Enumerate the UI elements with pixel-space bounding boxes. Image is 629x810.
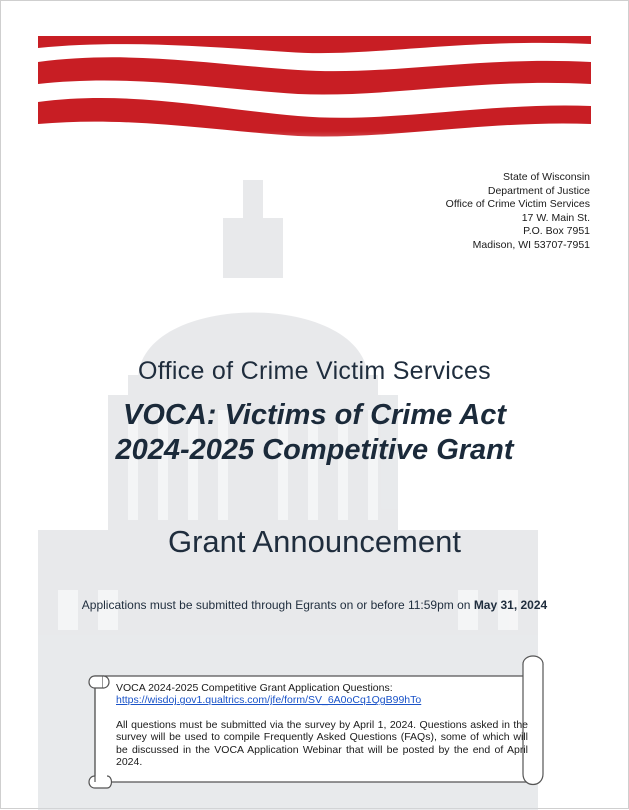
agency-address (446, 171, 590, 253)
grant-title-line-1: VOCA: Victims of Crime Act (123, 399, 506, 431)
address-line: State of Wisconsin (503, 171, 590, 183)
address-line: Department of Justice (487, 184, 590, 197)
questions-heading: VOCA 2024-2025 Competitive Grant Application Questions: (116, 682, 393, 694)
deadline-text: Applications must be submitted through Egrants on or before 11:59pm on (81, 598, 471, 612)
address-line: Madison, WI 53707-7951 (472, 238, 590, 251)
survey-link[interactable]: https://wisdoj.gov1.qualtrics.com/jfe/form/SV_6A0oCq1QgB99hTo (116, 694, 422, 707)
address-line: Office of Crime Victim Services (445, 198, 590, 211)
office-title: Office of Crime Victim Services (138, 357, 491, 385)
questions-box (116, 682, 528, 768)
grant-title-line-2: 2024-2025 Competitive Grant (115, 434, 514, 466)
address-line: P.O. Box 7951 (523, 225, 590, 238)
address-line: 17 W. Main St. (521, 211, 590, 224)
grant-title (0, 398, 629, 468)
flag-banner (38, 36, 591, 166)
deadline-notice (0, 598, 629, 612)
questions-body: All questions must be submitted via the survey by April 1, 2024. Questions asked in the survey will be used to compile Frequently Asked Questions (FAQs), some of which will be discussed in the VOCA Application Webinar that will be posted by the end of April 2024. (116, 718, 528, 769)
announcement-heading: Grant Announcement (168, 524, 461, 559)
deadline-date: May 31, 2024 (473, 598, 548, 612)
